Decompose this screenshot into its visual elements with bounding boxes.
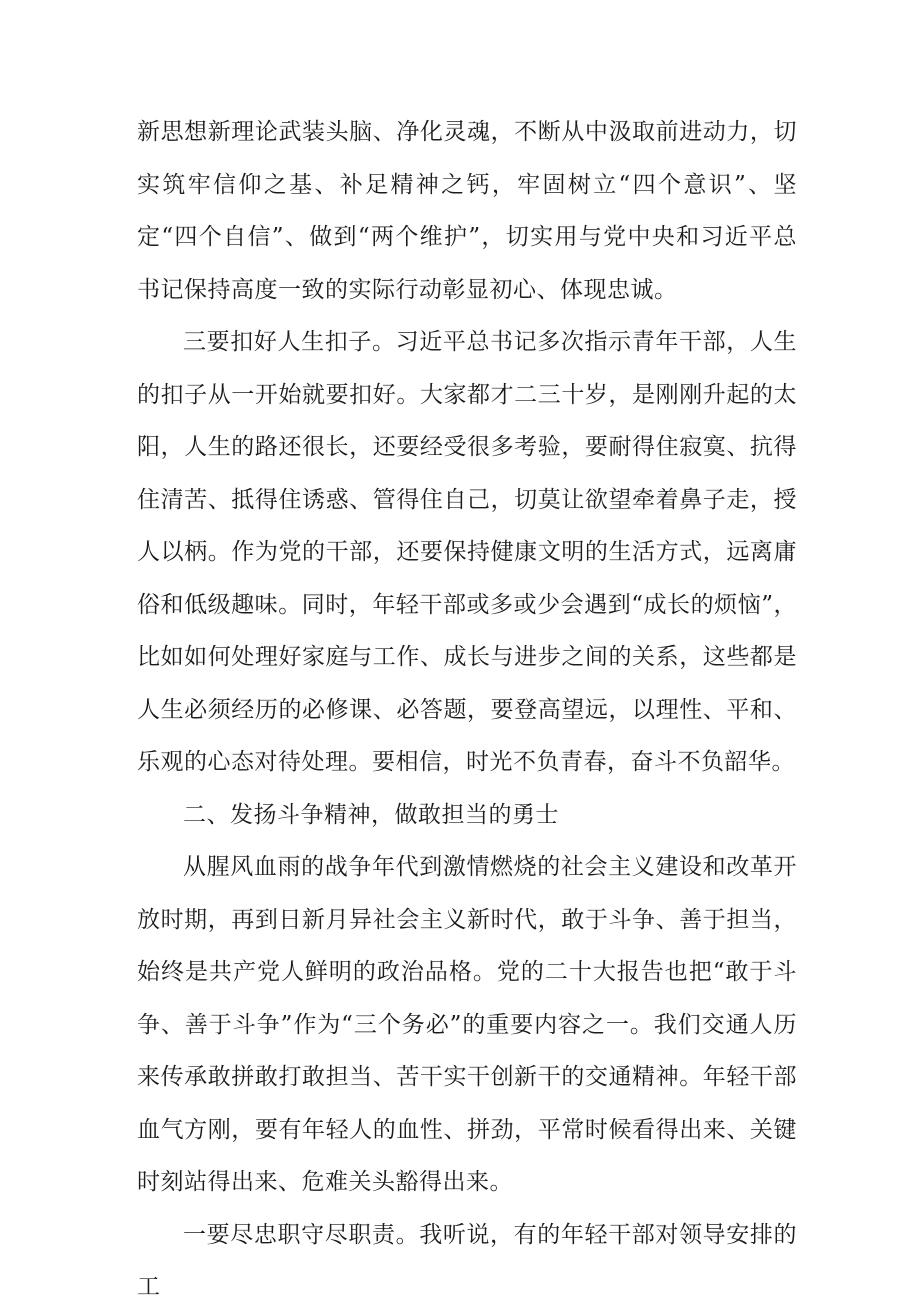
paragraph-continued: 新思想新理论武装头脑、净化灵魂，不断从中汲取前进动力，切实筑牢信仰之基、补足精神之钙，牢固树立“四个意识”、坚定“四个自信”、做到“两个维护”，切实用与党中央和习近平总书记保持高度一致的实际行动彰显初心、体现忠诚。 (137, 119, 797, 303)
paragraph-duty: 一要尽忠职守尽职责。我听说，有的年轻干部对领导安排的工 (137, 1221, 797, 1300)
document-page (137, 106, 797, 1314)
paragraph-life-buttons: 三要扣好人生扣子。习近平总书记多次指示青年干部，人生的扣子从一开始就要扣好。大家都才二三十岁，是刚刚升起的太阳，人生的路还很长，还要经受很多考验，要耐得住寂寞、抗得住清苦、抵得住诱惑、管得住自己，切莫让欲望牵着鼻子走，授人以柄。作为党的干部，还要保持健康文明的生活方式，远离庸俗和低级趣味。同时，年轻干部或多或少会遇到“成长的烦恼”，比如如何处理好家庭与工作、成长与进步之间的关系，这些都是人生必须经历的必修课、必答题，要登高望远，以理性、平和、乐观的心态对待处理。要相信，时光不负青春，奋斗不负韶华。 (137, 329, 797, 775)
paragraph-struggle-spirit: 从腥风血雨的战争年代到激情燃烧的社会主义建设和改革开放时期，再到日新月异社会主义新时代，敢于斗争、善于担当，始终是共产党人鲜明的政治品格。党的二十大报告也把“敢于斗争、善于斗争”作为“三个务必”的重要内容之一。我们交通人历来传承敢拼敢打敢担当、苦干实干创新干的交通精神。年轻干部血气方刚，要有年轻人的血性、拼劲，平常时候看得出来、关键时刻站得出来、危难关头豁得出来。 (137, 854, 797, 1195)
section-heading: 二、发扬斗争精神，做敢担当的勇士 (183, 801, 559, 828)
